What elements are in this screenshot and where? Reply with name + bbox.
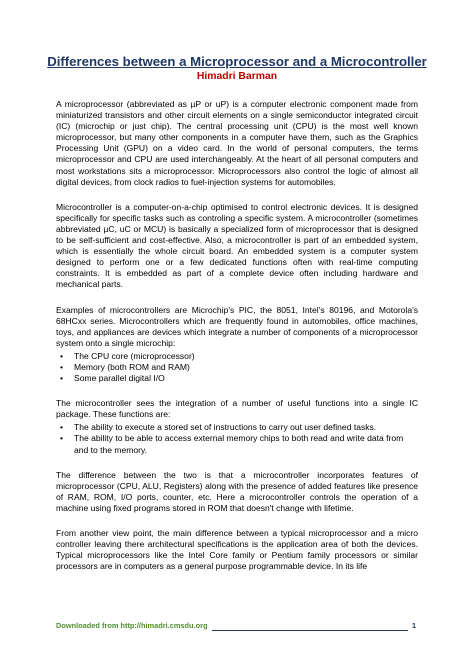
footer-download-link[interactable]: Downloaded from http://himadri.cmsdu.org — [56, 621, 208, 630]
components-list — [56, 351, 418, 384]
functions-list — [56, 422, 418, 455]
list-item-text: The ability to execute a stored set of instructions to carry out user defined tasks. — [74, 422, 377, 433]
list-item-text: The ability to be able to access external memory chips to both read and write data from and to the memory. — [74, 433, 404, 455]
list-item-text: Some parallel digital I/O — [74, 373, 165, 384]
bullet-icon: • — [60, 373, 63, 384]
list-item — [56, 433, 418, 455]
list-item — [56, 422, 418, 433]
bullet-icon: • — [60, 433, 63, 444]
paragraph-microcontroller: Microcontroller is a computer-on-a-chip optimised to control electronic devices. It is designed specifically for specific tasks such as controling a specific system. A microcontroller (sometimes abbreviated µC, uC or MCU) is basically a specialized form of microprocessor that is designed to be self-sufficient and cost-effective. Also, a microcontroller is part of an embedded system, which is essentially the whole circuit board. An embedded system is a computer system designed to perform one or a few dedicated functions often with real-time computing constraints. It is embedded as part of a complete device often including hardware and mechanical parts. — [56, 201, 418, 290]
bullet-icon: • — [60, 422, 63, 433]
list-item-text: Memory (both ROM and RAM) — [74, 361, 190, 372]
bullet-icon: • — [60, 361, 63, 372]
paragraph-viewpoint: From another view point, the main difference between a typical microprocessor and a micro controller leaving there architectural specifications is the application area of both the devices. Typical microprocessors like the Intel Core family or Pentium family processors or similar processors are in computers as a general purpose programmable device. In its life — [56, 528, 418, 572]
paragraph-examples: Examples of microcontrollers are Microchip's PIC, the 8051, Intel's 80196, and Motorola's 68HCxx series. Microcontrollers which are frequently found in automobiles, office machines, toys, and appliances are devices which integrate a number of components of a microprocessor system onto a single microchip: — [56, 304, 418, 348]
list-item — [56, 351, 418, 362]
document-body — [56, 99, 418, 586]
paragraph-difference: The difference between the two is that a microcontroller incorporates features of microprocessor (CPU, ALU, Registers) along with the presence of added features like presence of RAM, ROM, I/O ports, counter, etc. Here a microcontroller controls the operation of a machine using fixed programs stored in ROM that doesn't change with lifetime. — [56, 469, 418, 513]
list-item — [56, 373, 418, 384]
list-item — [56, 362, 418, 373]
bullet-icon: • — [60, 350, 63, 361]
footer-divider — [212, 630, 408, 631]
list-item-text: The CPU core (microprocessor) — [74, 350, 195, 361]
paragraph-integration: The microcontroller sees the integration of a number of useful functions into a single IC package. These functions are: — [56, 398, 418, 420]
paragraph-microprocessor: A microprocessor (abbreviated as µP or uP) is a computer electronic component made from miniaturized transistors and other circuit elements on a single semiconductor integrated circuit (IC) (microchip or just chip). The central processing unit (CPU) is the most well known microprocessor, but many other components in a computer have them, such as the Graphics Processing Unit (GPU) on a video card. In the world of personal computers, the terms microprocessor and CPU are used interchangeably. At the heart of all personal computers and most workstations sits a microprocessor. Microprocessors also control the logic of almost all digital devices, from clock radios to fuel-injection systems for automobiles. — [56, 99, 418, 187]
author-name: Himadri Barman — [196, 71, 278, 82]
page-number: 1 — [412, 621, 417, 630]
page-title: Differences between a Microprocessor and a Microcontroller — [47, 54, 427, 69]
